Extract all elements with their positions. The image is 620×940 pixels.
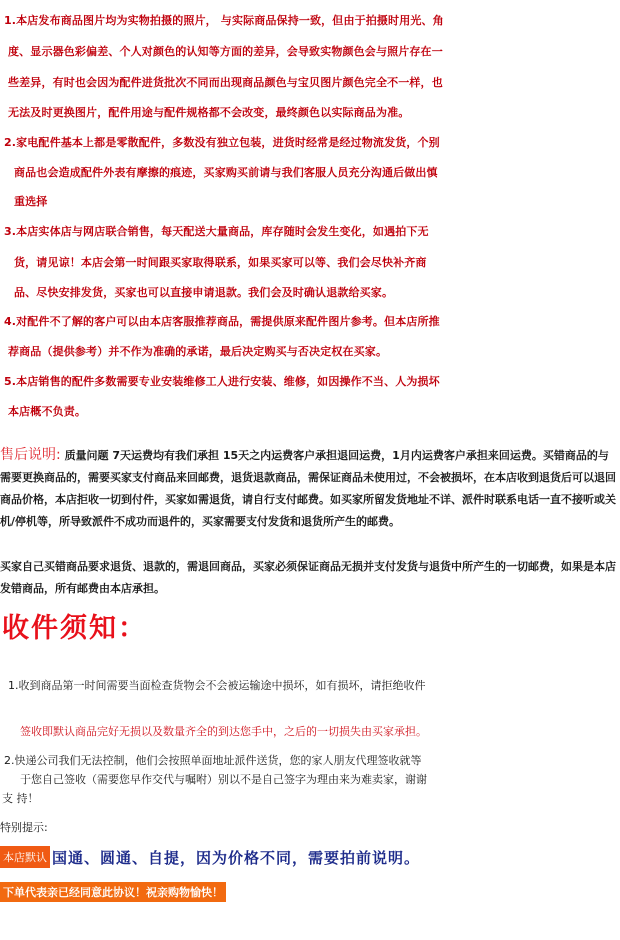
notice-line: 3.本店实体店与网店联合销售，每天配送大量商品，库存随时会发生变化，如遇拍下无 [4,225,429,238]
notice-line: 些差异，有时也会因为配件进货批次不同而出现商品颜色与宝贝图片颜色完全不一样，也 [8,76,443,89]
notice-line: 重选择 [14,195,48,208]
receipt-item-1: 1.收到商品第一时间需要当面检查货物会不会被运输途中损坏，如有损坏，请拒绝收件 [8,679,426,692]
sign-note: 签收即默认商品完好无损以及数量齐全的到达您手中，之后的一切损失由买家承担。 [20,725,427,738]
notice-line: 无法及时更换图片，配件用途与配件规格都不会改变，最终颜色以实际商品为准。 [8,106,410,119]
notice-line: 度、显示器色彩偏差、个人对颜色的认知等方面的差异，会导致实物颜色会与照片存在一 [8,45,443,58]
after-sale-text: 质量问题 7天运费均有我们承担 15天之内运费客户承担退回运费，1月内运费客户承担来回运费。买错商品的与需要更换商品的，需要买家支付商品来回邮费，退货退款商品，需保证商品未使用过，不会被损坏，在本店收到退货后可以退回商品价格，本店拒收一切到付件，买家如需退货，请自行支付邮费。如买家所留发货地址不详、派件时联系电话一直不接听或关机/停机等，所导致派件不成功而退件的，买家需要支付发货和退货所产生的邮费。 [0,449,616,528]
after-sale-label: 售后说明: [0,447,61,463]
notice-line: 4.对配件不了解的客户可以由本店客服推荐商品，需提供原来配件图片参考。但本店所推 [4,315,440,328]
notice-line: 荐商品（提供参考）并不作为准确的承诺，最后决定购买与否决定权在买家。 [8,345,388,358]
notice-line: 1.本店发布商品图片均为实物拍摄的照片， 与实际商品保持一致，但由于拍摄时用光、角 [4,14,444,27]
notice-line: 本店概不负责。 [8,405,87,418]
receipt-item-2: 2.快递公司我们无法控制，他们会按照单面地址派件送货，您的家人朋友代理签收就等 [4,754,422,767]
receipt-title: 收件须知： [2,613,147,644]
default-tag: 本店默认 [0,846,50,868]
notice-line: 5.本店销售的配件多数需要专业安装维修工人进行安装、维修，如因操作不当、人为损坏 [4,375,440,388]
wrong-purchase-paragraph: 买家自己买错商品要求退货、退款的，需退回商品，买家必须保证商品无损并支付发货与退货中所产生的一切邮费，如果是本店发错商品，所有邮费由本店承担。 [0,560,616,595]
receipt-item-2: 于您自己签收（需要您早作交代与嘱咐）别以不是自己签字为理由来为难卖家，谢谢 [20,773,427,786]
after-sale-section [0,444,618,533]
notice-line: 2.家电配件基本上都是零散配件，多数没有独立包装，进货时经常是经过物流发货，个别 [4,136,440,149]
notice-line: 品、尽快安排发货，买家也可以直接申请退款。我们会及时确认退款给买家。 [14,286,394,299]
notice-line: 商品也会造成配件外表有摩擦的痕迹，买家购买前请与我们客服人员充分沟通后做出慎 [14,166,438,179]
default-shipping-text: 国通、圆通、自提，因为价格不同，需要拍前说明。 [52,848,421,867]
default-shipping-row [0,844,420,870]
notice-line: 货，请见谅！本店会第一时间跟买家取得联系，如果买家可以等、我们会尽快补齐商 [14,256,427,269]
agreement-note: 下单代表亲已经同意此协议！祝亲购物愉快！ [0,882,226,902]
special-label: 特别提示: [0,821,48,834]
receipt-item-2: 支 持！ [2,792,39,805]
